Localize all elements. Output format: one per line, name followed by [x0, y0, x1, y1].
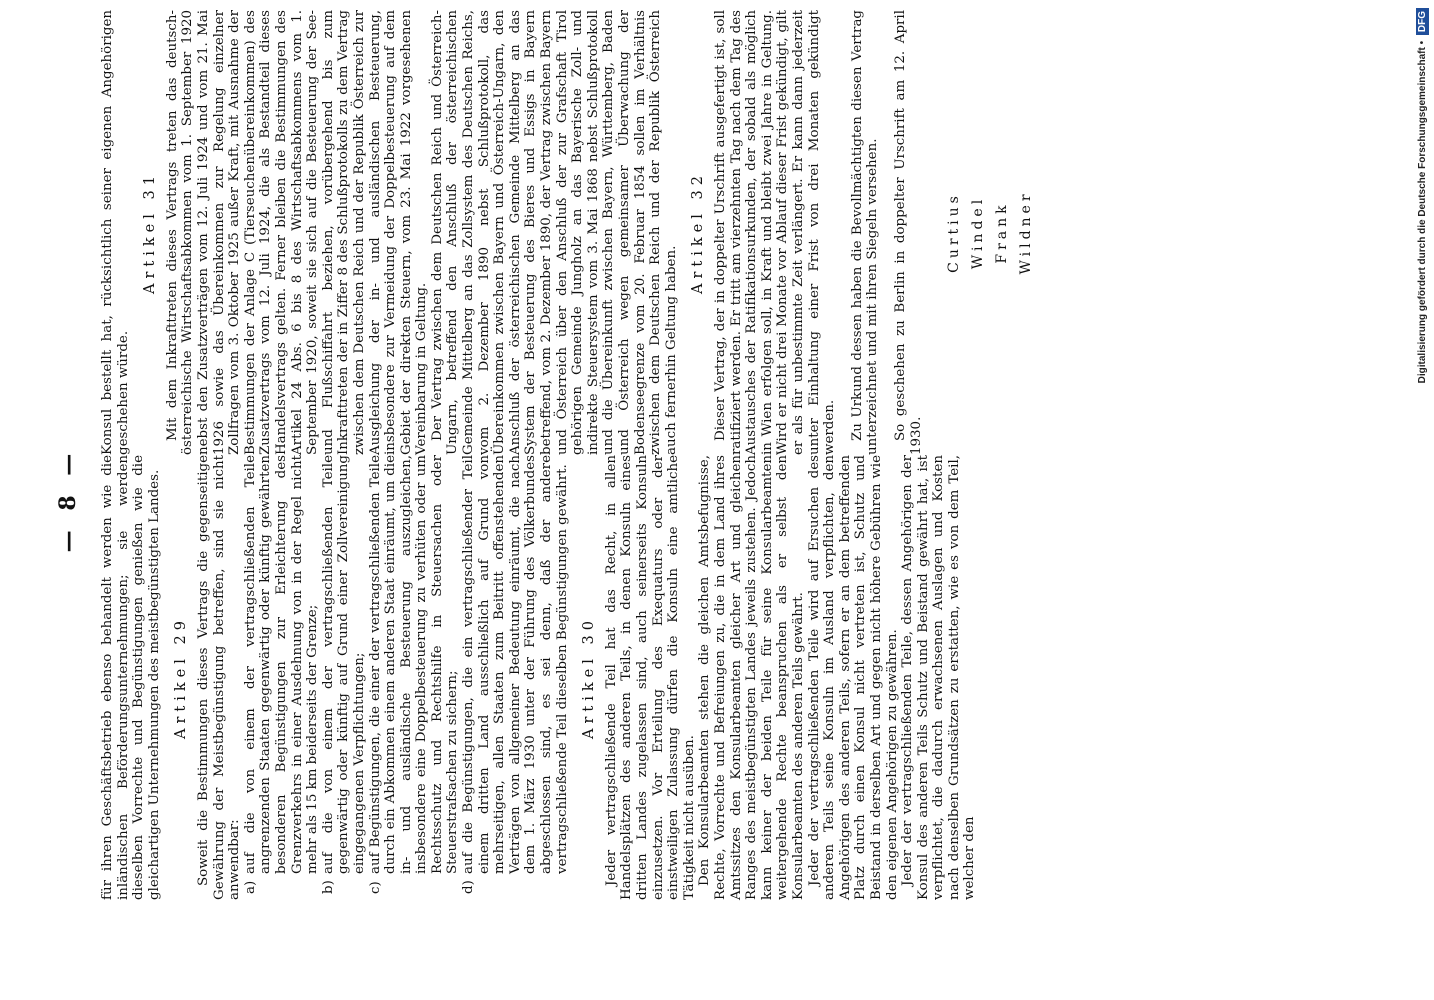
right-intro-paragraph: Konsul bestellt hat, rücksichtlich seiner eigenen Angehörigen geschehen würde. — [100, 10, 131, 455]
article-29-intro: Soweit die Bestimmungen dieses Vertrags die gegenseitige Gewährung der Meistbegünstigung betreffen, sind sie nicht anwendbar: — [195, 455, 243, 900]
attribution-line — [1412, 0, 1434, 1000]
attribution-text: Digitalisierung gefördert durch die Deutsche Forschungsgemeinschaft • — [1417, 40, 1428, 384]
signatory-name: Curtius — [946, 192, 963, 273]
item-b-text: auf die von einem der vertragschließenden Teile gegenwärtig oder künftig auf Grund einer Zollvereinigung eingegangenen Verpflichtungen; — [320, 455, 367, 874]
article-31-paragraph-2: Der Vertrag zwischen dem Deutschen Reich und Österreich-Ungarn, betreffend den Anschluß der österreichischen Gemeinde Mittelberg an das Zollsystem des Deutschen Reichs, vom 2. Dezember 1890 nebst Schlußprotokoll, das Übereinkommen zwischen Bayern und Österreich-Ungarn, den Anschluß der österreichischen Gemeinde Mittelberg an das System der Besteuerung des Bieres und Essigs in Bayern betreffend, vom 2. Dezember 1890, der Vertrag zwischen Bayern und Österreich über den Anschluß der zur Grafschaft Tirol gehörigen Gemeinde Jungholz an das Bayerische Zoll- und indirekte Steuersystem vom 3. Mai 1868 nebst Schlußprotokoll und die Übereinkunft zwischen Bayern, Württemberg, Baden und Österreich wegen gemeinsamer Überwachung der Bodenseegrenze vom 20. Februar 1854 sollen im Verhältnis zwischen dem Deutschen Reich und der Republik Österreich auch fernerhin Geltung haben. — [429, 10, 679, 455]
article-31-paragraph-1: Mit dem Inkrafttreten dieses Vertrags treten das deutsch-österreichische Wirtschaftsabkommen vom 1. September 1920 nebst den Zusatzverträgen vom 12. Juli 1924 und vom 21. Mai 1926 sowie das Übereinkommen zur Regelung einzelner Zollfragen vom 3. Oktober 1925 außer Kraft, mit Ausnahme der Bestimmungen der Anlage C (Tierseuchenübereinkommen) des Zusatzvertrags vom 12. Juli 1924, die als Bestandteil dieses Handelsvertrags gelten. Ferner bleiben die Bestimmungen des Artikel 24 Abs. 6 bis 8 des Wirtschaftsabkommens vom 1. September 1920, soweit sie sich auf die Besteuerung der See- und Flußschiffahrt beziehen, vorübergehend bis zum Inkrafttreten der in Ziffer 8 des Schlußprotokolls zu dem Vertrag zwischen dem Deutschen Reich und der Republik Österreich zur Ausgleichung der in- und ausländischen Besteuerung, insbesondere zur Vermeidung der Doppelbesteuerung auf dem Gebiet der direkten Steuern, vom 23. Mai 1922 vorgesehenen Vereinbarung in Geltung. — [164, 10, 430, 455]
item-b-marker: b) — [320, 880, 336, 894]
article-32-paragraph-1: Dieser Vertrag, der in doppelter Urschrift ausgefertigt ist, soll ratifiziert werden. Er tritt am vierzehnten Tag nach dem Tag des Austausches der Ratifikationsurkunden, der sobald als möglich in Wien erfolgen soll, in Kraft und bleibt zwei Jahre in Geltung. Wird er nicht drei Monate vor Ablauf dieser Frist gekündigt, gilt er als für unbestimmte Zeit verlängert. Er kann dann jederzeit unter Einhaltung einer Frist von drei Monaten gekündigt werden. — [712, 10, 838, 455]
witness-clause: Zu Urkund dessen haben die Bevollmächtigten diesen Vertrag unterzeichnet und mit ihren Siegeln versehen. — [849, 10, 881, 455]
right-column — [100, 10, 1038, 455]
article-29-item-d — [461, 455, 570, 900]
article-30-paragraph-2: Den Konsularbeamten stehen die gleichen Amtsbefugnisse, Rechte, Vorrechte und Befreiungen zu, die in dem Land ihres Amtssitzes den Konsularbeamten gleicher Art und gleichen Ranges des meistbegünstigten Landes jeweils zustehen. Jedoch kann keiner der beiden Teile für seine Konsularbeamten weitergehende Rechte beanspruchen als er selbst den Konsularbeamten des anderen Teils gewährt. — [697, 455, 806, 900]
item-c-text: auf Begünstigungen, die einer der vertragschließenden Teile durch ein Abkommen einem anderen Staat einräumt, um die in- und ausländische Besteuerung auszugleichen, insbesondere eine Doppelbesteuerung zu verhüten oder um Rechtsschutz und Rechtshilfe in Steuersachen oder Steuerstrafsachen zu sichern; — [367, 455, 461, 874]
article-29-heading: Artikel 29 — [173, 616, 190, 739]
article-29-item-b — [321, 455, 368, 900]
place-date: So geschehen zu Berlin in doppelter Urschrift am 12. April 1930. — [892, 10, 924, 455]
item-d-text: auf die Begünstigungen, die ein vertragschließender Teil einem dritten Land ausschließlich auf Grund von mehrseitigen, allen Staaten zum Beitritt offenstehenden Verträgen von allgemeiner Bedeutung einräumt, die nach dem 1. März 1930 unter der Führung des Völkerbundes abgeschlossen sind, es sei denn, daß der andere vertragschließende Teil dieselben Begünstigungen gewährt. — [461, 455, 570, 874]
signatory-name: Frank — [994, 201, 1011, 264]
article-29-item-c — [368, 455, 462, 900]
left-column — [100, 455, 978, 900]
signatory-name: Windel — [970, 195, 987, 270]
signatories-block — [942, 10, 1038, 455]
item-a-text: auf die von einem der vertragschließenden Teile angrenzenden Staaten gegenwärtig oder künftig gewährten besonderen Begünstigungen zur Erleichterung des Grenzverkehrs in einer Ausdehnung von in der Regel nicht mehr als 15 km beiderseits der Grenze; — [242, 455, 321, 874]
article-30-paragraph-3: Jeder der vertragschließenden Teile wird auf Ersuchen des anderen Teils seine Konsuln im Ausland verpflichten, den Angehörigen des anderen Teils, sofern er an dem betreffenden Platz durch einen Konsul nicht vertreten ist, Schutz und Beistand in derselben Art und gegen nicht höhere Gebühren wie den eigenen Angehörigen zu gewähren. — [806, 455, 900, 900]
signatory-name: Wildner — [1018, 190, 1035, 275]
side-attribution — [1412, 0, 1434, 1000]
dfg-logo: DFG — [1416, 8, 1429, 35]
item-c-marker: c) — [367, 881, 383, 894]
item-a-marker: a) — [242, 880, 258, 894]
article-29-item-a — [243, 455, 321, 900]
left-intro-paragraph: für ihren Geschäftsbetrieb ebenso behandelt werden wie die inländischen Beförderungsunternehmungen; sie werden dieselben Vorrechte und Begünstigungen genießen wie die gleichartigen Unternehmungen des meistbegünstigten Landes. — [100, 455, 162, 900]
article-30-paragraph-4: Jeder der vertragschließenden Teile, dessen Angehörigen der Konsul des anderen Teils Schutz und Beistand gewährt hat, ist verpflichtet, die dadurch erwachsenen Auslagen und Kosten nach denselben Grundsätzen zu erstatten, wie es von dem Teil, welcher den — [900, 455, 978, 900]
item-d-marker: d) — [461, 880, 477, 894]
article-31-heading: Artikel 31 — [142, 171, 159, 294]
article-32-heading: Artikel 32 — [690, 171, 707, 294]
article-30-heading: Artikel 30 — [581, 616, 598, 739]
article-30-paragraph-1: Jeder vertragschließende Teil hat das Recht, in allen Handelsplätzen des anderen Teils, in denen Konsuln eines dritten Landes zugelassen sind, auch seinerseits Konsuln einzusetzen. Vor Erteilung des Exequaturs oder der einstweiligen Zulassung dürfen die Konsuln eine amtliche Tätigkeit nicht ausüben. — [603, 455, 697, 900]
page-number: — 8 — — [55, 447, 81, 553]
